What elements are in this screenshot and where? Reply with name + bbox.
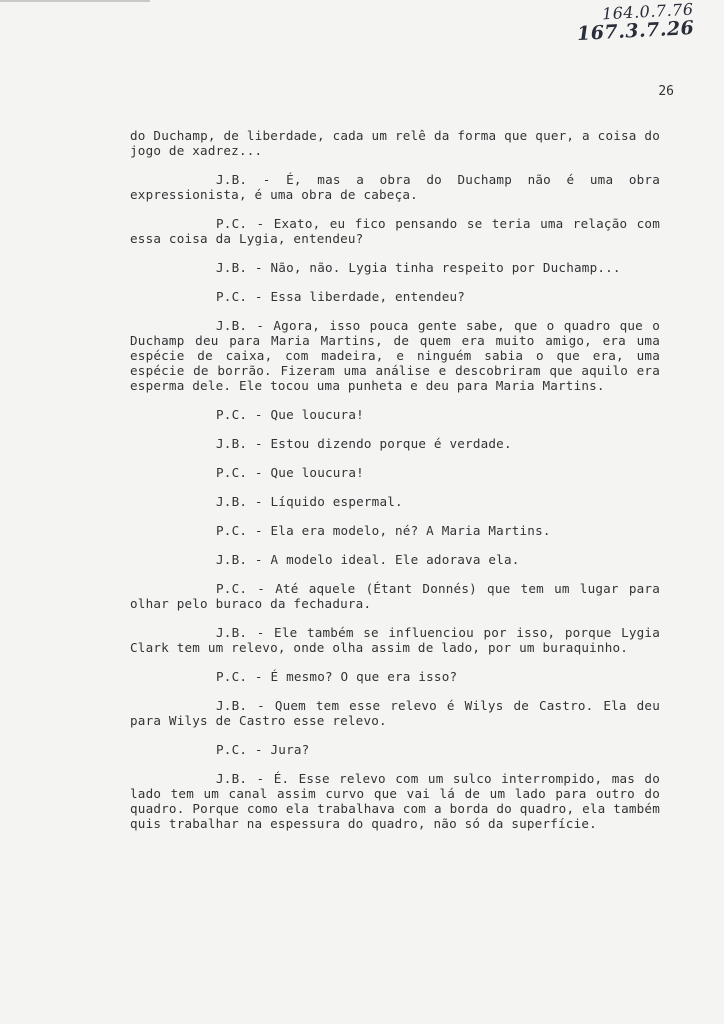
- paragraph-text: É, mas a obra do Duchamp não é uma obra expressionista, é uma obra de cabeça.: [130, 172, 660, 202]
- paragraph-text: Quem tem esse relevo é Wilys de Castro. Ela deu para Wilys de Castro esse relevo.: [130, 698, 660, 728]
- speaker-separator: -: [247, 669, 271, 684]
- speaker-label: J.B.: [216, 552, 248, 567]
- interview-transcript: [130, 128, 660, 845]
- transcript-paragraph: [130, 771, 660, 831]
- speaker-label: J.B.: [216, 625, 248, 640]
- speaker-separator: -: [247, 260, 271, 275]
- speaker-label: J.B.: [216, 771, 248, 786]
- speaker-separator: -: [247, 407, 271, 422]
- transcript-paragraph: [130, 698, 660, 728]
- transcript-paragraph: [130, 465, 660, 480]
- paragraph-text: Ela era modelo, né? A Maria Martins.: [270, 523, 551, 538]
- paragraph-text: Que loucura!: [270, 465, 364, 480]
- speaker-separator: -: [247, 523, 271, 538]
- speaker-separator: -: [247, 742, 271, 757]
- speaker-label: P.C.: [216, 581, 248, 596]
- speaker-label: P.C.: [216, 289, 248, 304]
- transcript-paragraph: [130, 289, 660, 304]
- transcript-paragraph: [130, 436, 660, 451]
- transcript-paragraph: [130, 494, 660, 509]
- paragraph-text: Jura?: [270, 742, 310, 757]
- speaker-separator: -: [247, 465, 271, 480]
- speaker-label: J.B.: [216, 172, 248, 187]
- speaker-separator: -: [247, 552, 271, 567]
- paragraph-text: Que loucura!: [270, 407, 364, 422]
- speaker-separator: -: [247, 318, 274, 333]
- handwritten-archive-code-2: 167.3.7.26: [576, 16, 695, 46]
- transcript-paragraph: [130, 407, 660, 422]
- speaker-label: P.C.: [216, 465, 248, 480]
- paragraph-text: Líquido espermal.: [270, 494, 403, 509]
- transcript-paragraph: [130, 523, 660, 538]
- paragraph-text: Estou dizendo porque é verdade.: [270, 436, 512, 451]
- speaker-label: J.B.: [216, 318, 248, 333]
- paragraph-text: Essa liberdade, entendeu?: [270, 289, 466, 304]
- paragraph-text: Agora, isso pouca gente sabe, que o quadro que o Duchamp deu para Maria Martins, de quem era muito amigo, era uma espécie de caixa, com madeira, e ninguém sabia o que era, uma espécie de borrão. Fizeram uma análise e descobriram que aquilo era esperma dele. Ele tocou uma punheta e deu para Maria Martins.: [130, 318, 660, 393]
- speaker-label: P.C.: [216, 742, 248, 757]
- speaker-label: P.C.: [216, 216, 248, 231]
- speaker-label: P.C.: [216, 669, 248, 684]
- transcript-paragraph: [130, 669, 660, 684]
- paragraph-text: É. Esse relevo com um sulco interrompido, mas do lado tem um canal assim curvo que vai lá de um lado para outro do quadro. Porque como ela trabalhava com a borda do quadro, ela também quis trabalhar na espessura do quadro, não só da superfície.: [130, 771, 660, 831]
- paragraph-text: Não, não. Lygia tinha respeito por Duchamp...: [270, 260, 621, 275]
- transcript-paragraph: [130, 625, 660, 655]
- speaker-separator: -: [247, 625, 275, 640]
- transcript-paragraph: [130, 552, 660, 567]
- paragraph-text: Exato, eu fico pensando se teria uma relação com essa coisa da Lygia, entendeu?: [130, 216, 660, 246]
- speaker-label: J.B.: [216, 698, 248, 713]
- transcript-paragraph: [130, 216, 660, 246]
- speaker-separator: -: [247, 289, 271, 304]
- speaker-label: P.C.: [216, 523, 248, 538]
- speaker-label: J.B.: [216, 260, 248, 275]
- paragraph-text: Ele também se influenciou por isso, porque Lygia Clark tem um relevo, onde olha assim de lado, por um buraquinho.: [130, 625, 660, 655]
- transcript-paragraph: [130, 581, 660, 611]
- speaker-label: J.B.: [216, 436, 248, 451]
- transcript-paragraph: [130, 260, 660, 275]
- paragraph-text: É mesmo? O que era isso?: [270, 669, 458, 684]
- speaker-separator: -: [247, 771, 274, 786]
- paragraph-text: A modelo ideal. Ele adorava ela.: [270, 552, 520, 567]
- speaker-separator: -: [247, 581, 276, 596]
- speaker-separator: -: [247, 172, 287, 187]
- transcript-paragraph: [130, 172, 660, 202]
- speaker-separator: -: [247, 698, 275, 713]
- scan-edge-line: [0, 0, 150, 2]
- transcript-paragraph: [130, 128, 660, 158]
- page-number: 26: [658, 84, 674, 99]
- speaker-separator: -: [247, 216, 274, 231]
- speaker-separator: -: [247, 436, 271, 451]
- transcript-paragraph: [130, 318, 660, 393]
- paragraph-text: do Duchamp, de liberdade, cada um relê da forma que quer, a coisa do jogo de xadrez...: [130, 128, 660, 158]
- paragraph-text: Até aquele (Étant Donnés) que tem um lugar para olhar pelo buraco da fechadura.: [130, 581, 660, 611]
- transcript-paragraph: [130, 742, 660, 757]
- speaker-separator: -: [247, 494, 271, 509]
- speaker-label: J.B.: [216, 494, 248, 509]
- speaker-label: P.C.: [216, 407, 248, 422]
- handwritten-archive-code-1: 164.0.7.76: [602, 0, 695, 24]
